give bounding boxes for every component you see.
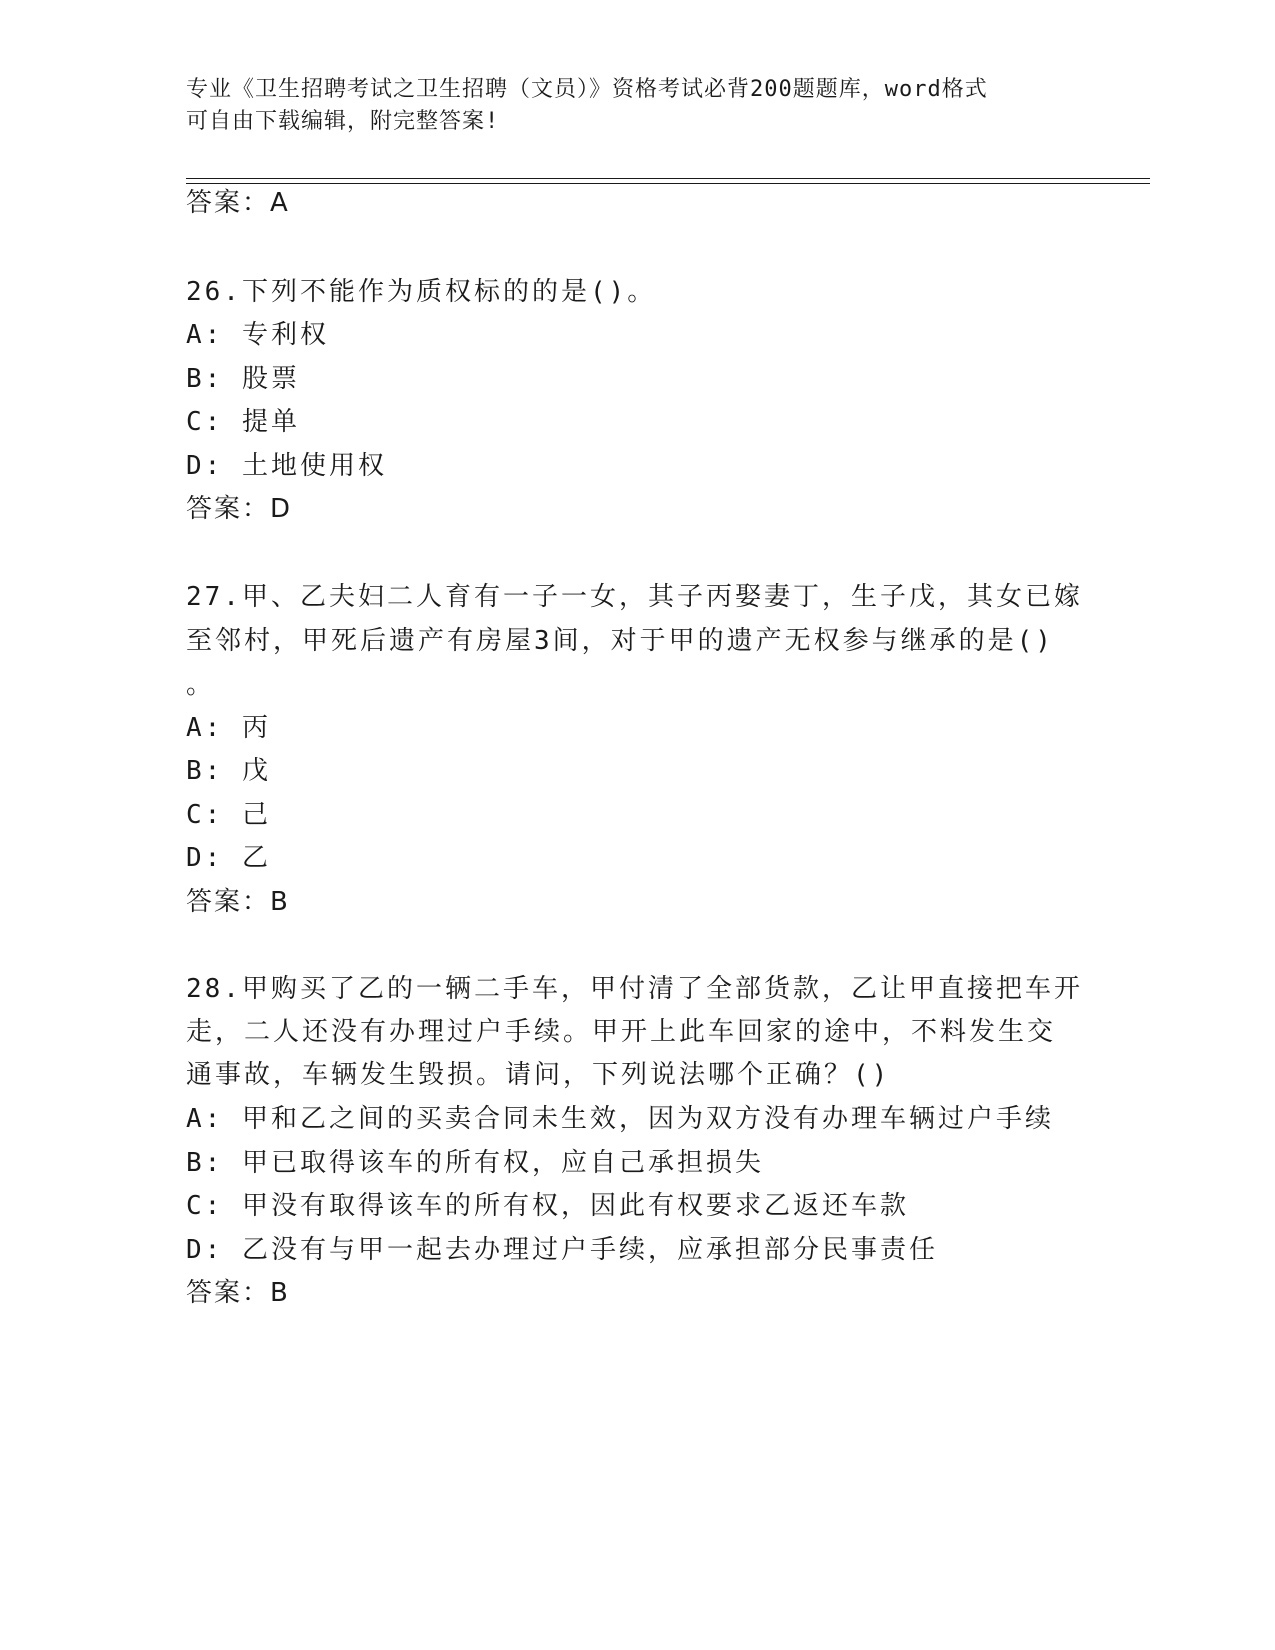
page-header	[186, 74, 1066, 138]
question-28-text-line-2: 走，二人还没有办理过户手续。甲开上此车回家的途中，不料发生交	[186, 1017, 1057, 1047]
header-rule-top	[186, 178, 1150, 179]
question-28-option-a: A: 甲和乙之间的买卖合同未生效，因为双方没有办理车辆过户手续	[186, 1104, 1054, 1134]
question-27-option-a: A: 丙	[186, 713, 271, 743]
question-28-text-line-1: 28.甲购买了乙的一辆二手车，甲付清了全部货款，乙让甲直接把车开	[186, 974, 1083, 1004]
header-line-1: 专业《卫生招聘考试之卫生招聘（文员）》资格考试必背200题题库，word格式	[186, 77, 988, 102]
question-27-answer: 答案：B	[186, 887, 290, 917]
question-27-text-line-3: 。	[186, 670, 216, 700]
question-26-answer: 答案：D	[186, 494, 293, 524]
question-26-option-c: C: 提单	[186, 407, 300, 437]
question-27-text-line-2: 至邻村，甲死后遗产有房屋3间，对于甲的遗产无权参与继承的是()	[186, 626, 1054, 656]
question-28-answer: 答案：B	[186, 1278, 290, 1308]
question-28-option-c: C: 甲没有取得该车的所有权，因此有权要求乙返还车款	[186, 1191, 909, 1221]
header-line-2: 可自由下载编辑，附完整答案!	[186, 109, 500, 134]
question-26-option-a: A: 专利权	[186, 320, 329, 350]
question-26-option-d: D: 土地使用权	[186, 451, 387, 481]
question-28-option-b: B: 甲已取得该车的所有权，应自己承担损失	[186, 1148, 764, 1178]
question-27-option-d: D: 乙	[186, 843, 271, 873]
question-27-text-line-1: 27.甲、乙夫妇二人育有一子一女，其子丙娶妻丁，生子戊，其女已嫁	[186, 582, 1083, 612]
question-27-option-c: C: 己	[186, 800, 271, 830]
question-26-text: 26.下列不能作为质权标的的是()。	[186, 277, 657, 307]
question-28-text-line-3: 通事故，车辆发生毁损。请问，下列说法哪个正确？()	[186, 1060, 891, 1090]
question-26-option-b: B: 股票	[186, 364, 300, 394]
question-28-option-d: D: 乙没有与甲一起去办理过户手续，应承担部分民事责任	[186, 1235, 938, 1265]
header-rule-bottom	[186, 183, 1150, 184]
question-27-option-b: B: 戊	[186, 756, 271, 786]
previous-answer: 答案：A	[186, 188, 290, 218]
